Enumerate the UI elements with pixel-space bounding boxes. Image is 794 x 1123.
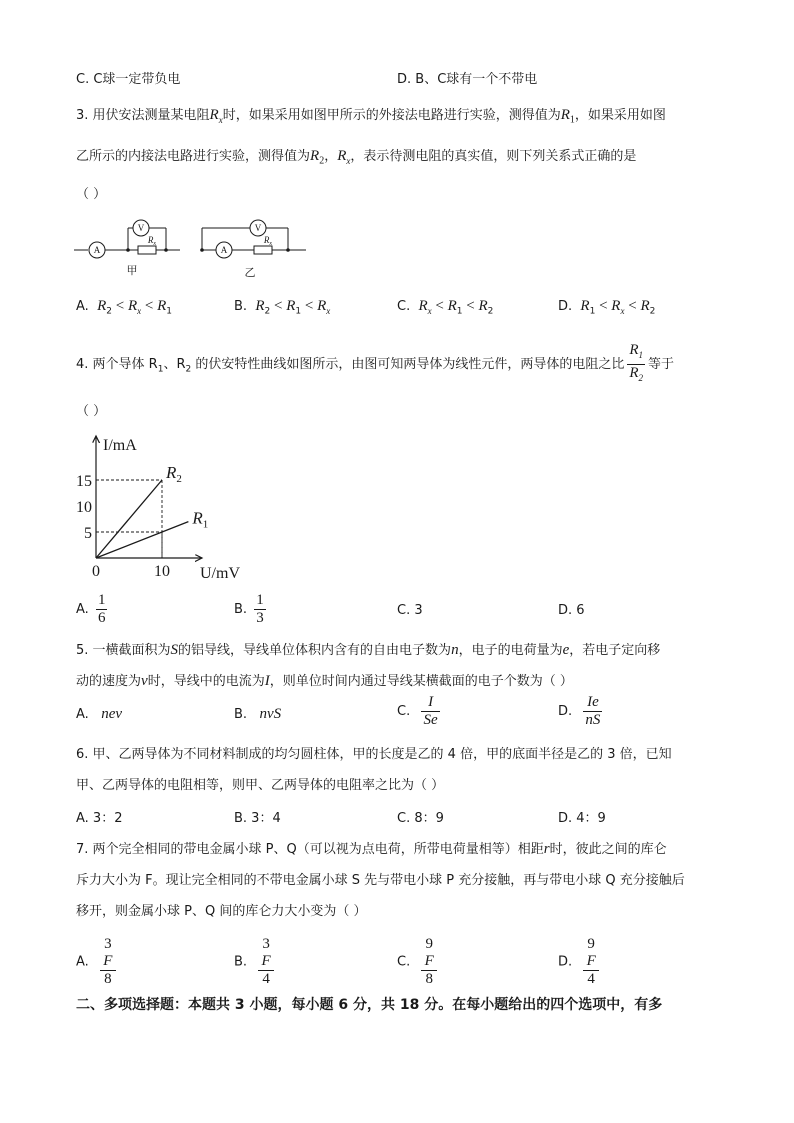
- q7-line2: 斥力大小为 F。现让完全相同的不带电金属小球 S 先与带电小球 P 充分接触，再与带电小球 Q 充分接触后: [76, 873, 685, 888]
- svg-text:Rx: $R_x$: [263, 235, 273, 247]
- q3-circuit-figure: [70, 212, 310, 280]
- y-tick-label: 10: [76, 499, 92, 516]
- q3-option-c: C. $R_x < R_1 < R_2$: [397, 298, 494, 317]
- chart-x-label: U/mV: [200, 565, 240, 582]
- q7-option-c: C. 9 F 8: [397, 936, 440, 988]
- q4-option-b: B. $\frac{1}{3}$: [234, 592, 264, 626]
- svg-text:V: V: [137, 223, 145, 233]
- q4-option-a: A. $\frac{1}{6}$: [76, 592, 106, 626]
- series-line-r1: [96, 522, 188, 558]
- q7-option-a: A. 3 F 8: [76, 936, 119, 988]
- q6-line1: 6. 甲、乙两导体为不同材料制成的均匀圆柱体，甲的长度是乙的 4 倍，甲的底面半径是乙的 3 倍，已知: [76, 747, 672, 762]
- x-tick-label: 0: [92, 563, 100, 580]
- q7-line3: 移开，则金属小球 P、Q 间的库仑力大小变为（ ）: [76, 904, 367, 919]
- q3-option-a: A. $R_2 < R_x < R_1$: [76, 298, 172, 317]
- svg-text:A: A: [93, 245, 101, 255]
- svg-text:Rx: $R_x$: [147, 235, 157, 247]
- x-tick-label: 10: [154, 563, 170, 580]
- q6-option-b: B. 3：4: [234, 811, 281, 826]
- q7-option-b: B. 3 F 4: [234, 936, 277, 988]
- q3-line2: 乙所示的内接法电路进行实验，测得值为$R_2$，$R_x$，表示待测电阻的真实值，则下列关系式正确的是: [76, 148, 637, 167]
- q5-line1: 5. 一横截面积为S的铝导线，导线单位体积内含有的自由电子数为n，电子的电荷量为e，若电子定向移: [76, 642, 661, 658]
- svg-text:V: V: [254, 223, 262, 233]
- q3-option-b: B. $R_2 < R_1 < R_x$: [234, 298, 331, 317]
- svg-text:A: A: [220, 245, 228, 255]
- q7-line1: 7. 两个完全相同的带电金属小球 P、Q（可以视为点电荷，所带电荷量相等）相距r时，彼此之间的库仑: [76, 841, 667, 857]
- y-tick-label: 5: [84, 525, 92, 542]
- q5-option-c: C. $\frac{I}{Se}$: [397, 694, 438, 728]
- y-tick-label: 15: [76, 473, 92, 490]
- svg-text:甲: 甲: [126, 264, 138, 277]
- q3-option-d: D. $R_1 < R_x < R_2$: [558, 298, 656, 317]
- series-label-r1: $R_1$: [192, 508, 209, 531]
- q4-line1: 4. 两个导体 $R_1$、$R_2$ 的伏安特性曲线如图所示，由图可知两导体为线性元件，两导体的电阻之比 $\frac{R_1}{R_2}$ 等于: [76, 342, 675, 383]
- q5-option-b: B. nvS: [234, 706, 282, 722]
- prev-option-d: D. B、C球有一个不带电: [397, 72, 538, 87]
- q6-option-a: A. 3：2: [76, 811, 123, 826]
- q6-option-d: D. 4：9: [558, 811, 606, 826]
- q5-option-d: D. $\frac{Ie}{nS}$: [558, 694, 601, 728]
- q5-line2: 动的速度为v时，导线中的电流为I，则单位时间内通过导线某横截面的电子个数为（ ）: [76, 673, 573, 689]
- q3-line1: 3. 用伏安法测量某电阻$R_x$时，如果采用如图甲所示的外接法电路进行实验，测得值为$R_1$，如果采用如图: [76, 107, 666, 126]
- section-2-heading: 二、多项选择题：本题共 3 小题，每小题 6 分，共 18 分。在每小题给出的四个选项中，有多: [76, 997, 663, 1013]
- series-line-r2: [96, 480, 162, 558]
- q4-option-c: C. 3: [397, 603, 423, 618]
- q7-option-d: D. 9 F 4: [558, 936, 602, 988]
- svg-text:乙: 乙: [244, 266, 256, 279]
- q6-line2: 甲、乙两导体的电阻相等，则甲、乙两导体的电阻率之比为（ ）: [76, 778, 445, 793]
- prev-option-c: C. C球一定带负电: [76, 72, 181, 87]
- series-label-r2: $R_2$: [166, 463, 182, 485]
- q4-option-d: D. 6: [558, 603, 585, 618]
- q3-answer-paren: （ ）: [76, 187, 107, 202]
- q6-option-c: C. 8：9: [397, 811, 444, 826]
- iu-chart: [70, 428, 260, 588]
- q5-option-a: A. nev: [76, 706, 123, 722]
- q4-answer-paren: （ ）: [76, 404, 107, 419]
- chart-y-label: I/mA: [103, 437, 137, 454]
